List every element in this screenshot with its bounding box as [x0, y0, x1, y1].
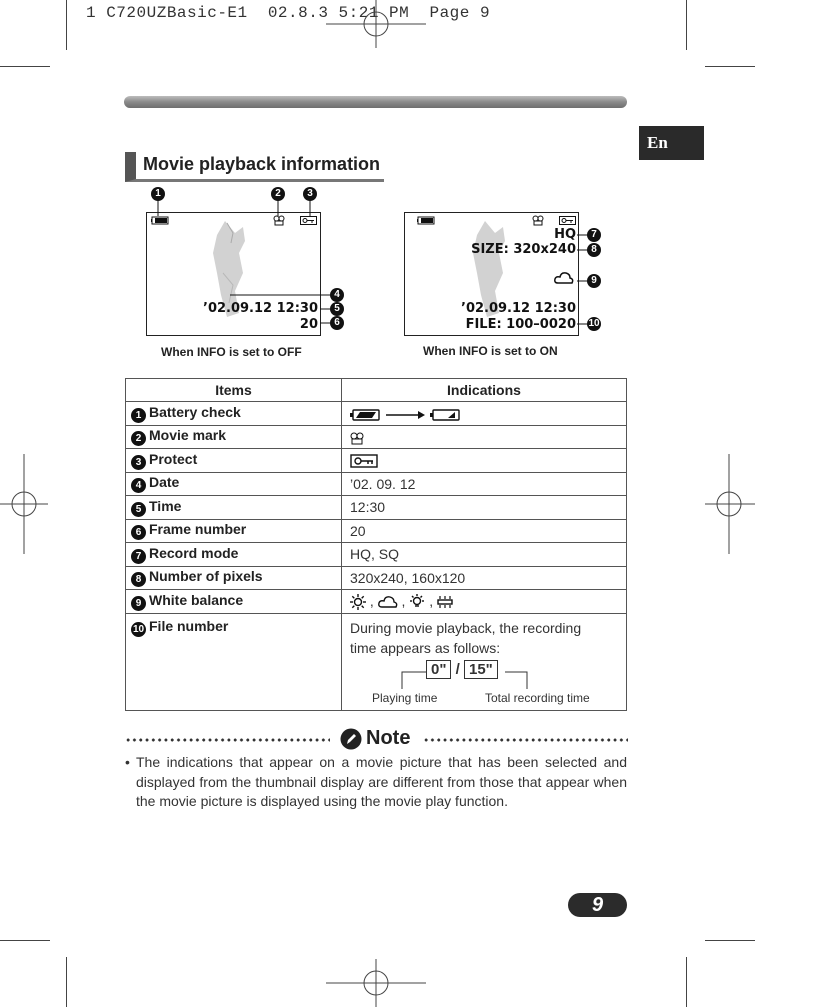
- table-row: [126, 402, 627, 426]
- crop-mark: [0, 66, 50, 67]
- registration-mark: [326, 0, 426, 50]
- item-label: Protect: [149, 450, 198, 467]
- battery-low-icon: [430, 409, 460, 421]
- movie-mark-icon: [350, 432, 364, 445]
- cloudy-icon: [554, 271, 574, 285]
- crop-mark: [0, 940, 50, 941]
- item-number: 2: [131, 431, 146, 446]
- info-table: [125, 378, 627, 711]
- table-row: [126, 613, 627, 710]
- table-header-row: [126, 379, 627, 402]
- table-row: [126, 566, 627, 590]
- item-indication: 320x240, 160x120: [342, 566, 627, 590]
- tungsten-icon: [409, 594, 425, 610]
- protect-key-icon: [559, 216, 576, 225]
- item-label: White balance: [149, 591, 244, 608]
- caption-info-off: When INFO is set to OFF: [161, 345, 302, 359]
- time-separator: /: [455, 660, 460, 678]
- table-row: [126, 449, 627, 473]
- callout-9: 9: [587, 274, 601, 288]
- language-tab: En: [639, 126, 704, 160]
- item-label: Date: [149, 474, 180, 491]
- item-number: 6: [131, 525, 146, 540]
- item-indication: 12:30: [342, 496, 627, 520]
- caption-info-on: When INFO is set to ON: [423, 344, 558, 358]
- registration-mark: [0, 454, 50, 554]
- note-dots-left: [125, 738, 330, 742]
- item-label: Record mode: [149, 544, 239, 561]
- note-title: Note: [366, 727, 411, 749]
- item-number: 4: [131, 478, 146, 493]
- item-indication: ’02. 09. 12: [342, 472, 627, 496]
- item-number: 7: [131, 549, 146, 564]
- print-header: [86, 4, 490, 22]
- item-indication: 20: [342, 519, 627, 543]
- battery-icon: [417, 216, 435, 225]
- note-pencil-icon: [340, 728, 362, 750]
- section-title: Movie playback information: [125, 152, 384, 182]
- callout-10: 10: [588, 318, 600, 329]
- item-number: 8: [131, 572, 146, 587]
- callout-4: 4: [330, 288, 344, 302]
- header-items: Items: [126, 379, 342, 402]
- item-number: 1: [131, 408, 146, 423]
- registration-mark: [705, 454, 755, 554]
- table-row: [126, 496, 627, 520]
- crop-mark: [686, 957, 687, 1007]
- sunny-icon: [350, 594, 366, 610]
- registration-mark: [326, 957, 426, 1007]
- item-number: 5: [131, 502, 146, 517]
- table-row: [126, 425, 627, 449]
- arrow-right-icon: [384, 409, 426, 421]
- osd-date-time: ’02.09.12 12:30: [203, 301, 318, 316]
- callout-2: 2: [271, 187, 285, 201]
- osd-date-time: ’02.09.12 12:30: [461, 301, 576, 316]
- item-indication: HQ, SQ: [342, 543, 627, 567]
- item-number: 3: [131, 455, 146, 470]
- movie-mark-icon: [532, 215, 544, 226]
- callout-1: 1: [151, 187, 165, 201]
- fluorescent-icon: [437, 595, 453, 609]
- callout-lines-off: [150, 190, 350, 335]
- crop-mark: [66, 957, 67, 1007]
- battery-full-icon: [350, 409, 380, 421]
- osd-file: FILE: 100–0020: [465, 317, 576, 332]
- osd-frame-number: 20: [299, 317, 318, 332]
- callout-3: 3: [303, 187, 317, 201]
- item-number: 10: [132, 623, 145, 635]
- item-label: Time: [149, 497, 182, 514]
- table-row: [126, 519, 627, 543]
- item-label: Battery check: [149, 403, 241, 420]
- item-label: File number: [149, 617, 229, 634]
- crop-mark: [705, 940, 755, 941]
- cloudy-icon: [378, 595, 398, 609]
- table-row: [126, 472, 627, 496]
- note-body: The indications that appear on a movie picture that has been selected and displayed from the thumbnail display are different from those that appear when the movie picture is displayed using the movie play function.: [136, 754, 627, 809]
- print-header-page: Page 9: [429, 4, 491, 22]
- total-time-box: 15": [464, 660, 498, 679]
- playing-time-label: Playing time: [372, 690, 438, 705]
- note-text: • The indications that appear on a movie picture that has been selected and displayed from the thumbnail display are different from those that appear when the movie picture is displayed using the movie play function.: [125, 753, 627, 812]
- osd-size: SIZE: 320x240: [471, 242, 576, 257]
- screen-info-on: [404, 212, 579, 336]
- file-number-description: During movie playback, the recording time appears as follows:: [350, 619, 582, 656]
- protect-key-icon: [350, 454, 378, 468]
- top-decorative-bar: [124, 96, 627, 108]
- print-header-date: 02.8.3: [267, 4, 329, 22]
- header-indications: Indications: [342, 379, 627, 402]
- osd-record-mode: HQ: [554, 227, 576, 242]
- table-row: 9 White balance , , ,: [126, 590, 627, 614]
- print-header-time: 5:21 PM: [338, 4, 410, 22]
- crop-mark: [705, 66, 755, 67]
- crop-mark: [66, 0, 67, 50]
- total-time-label: Total recording time: [485, 690, 590, 705]
- item-label: Number of pixels: [149, 568, 263, 585]
- item-number: 9: [131, 596, 146, 611]
- item-label: Frame number: [149, 521, 247, 538]
- playing-time-box: 0": [426, 660, 451, 679]
- item-label: Movie mark: [149, 427, 227, 444]
- callout-8: 8: [587, 243, 601, 257]
- callout-7: 7: [587, 228, 601, 242]
- callout-6: 6: [330, 316, 344, 330]
- callout-5: 5: [330, 302, 344, 316]
- print-header-file: 1 C720UZBasic-E1: [86, 4, 248, 22]
- note-dots-right: [423, 738, 628, 742]
- table-row: [126, 543, 627, 567]
- page-number: 9: [568, 893, 627, 917]
- crop-mark: [686, 0, 687, 50]
